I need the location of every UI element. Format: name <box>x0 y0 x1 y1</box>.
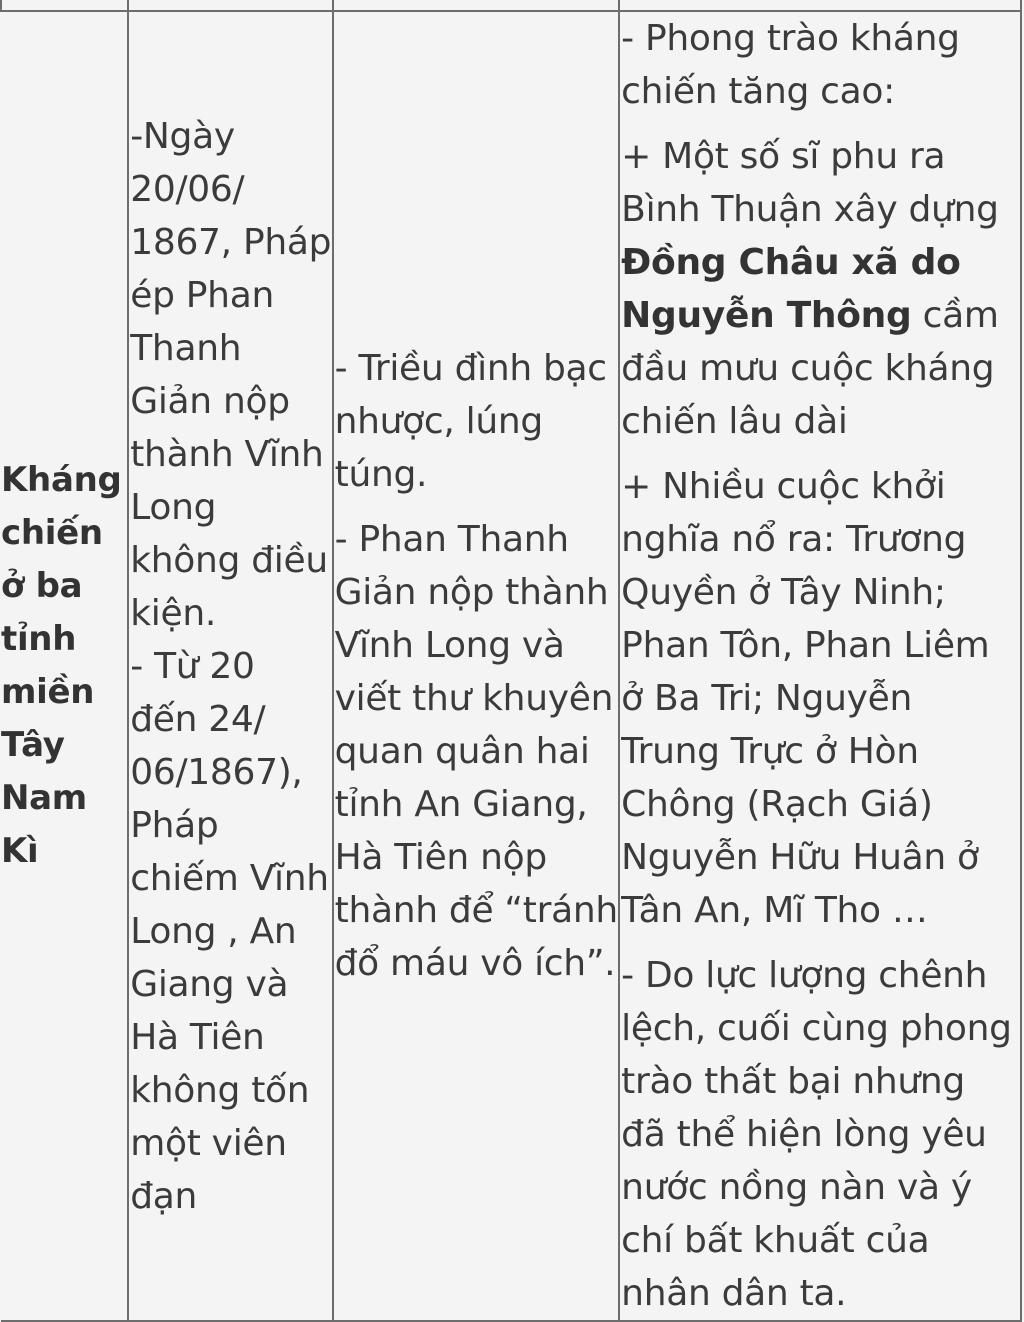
resistance-text-suffix: cầm đầu mưu cuộc kháng chiến lâu dài <box>621 295 999 442</box>
table-cell-empty <box>128 0 332 11</box>
row-label: Kháng chiến ở ba tỉnh miền Tây Nam Kì <box>1 460 122 871</box>
table-row <box>1 11 1021 1321</box>
resistance-cell <box>619 11 1021 1321</box>
event-text: -Ngày 20/06/ 1867, Pháp ép Phan Thanh Giản nộp thành Vĩnh Long không điều kiện. <box>130 115 332 634</box>
table-cell-empty <box>1 0 128 11</box>
attitude-text: - Phan Thanh Giản nộp thành Vĩnh Long và viết thư khuyên quan quân hai tỉnh An Giang, Hà Tiên nộp thành để “tránh đổ máu vô ích”. <box>334 519 618 984</box>
resistance-text: - Do lực lượng chênh lệch, cuối cùng phong trào thất bại nhưng đã thể hiện lòng yêu nước nồng nàn và ý chí bất khuất của nhân dân ta. <box>621 955 1012 1314</box>
events-cell <box>128 11 332 1321</box>
court-attitude-cell <box>333 11 620 1321</box>
resistance-text <box>621 130 1018 448</box>
row-label-cell <box>1 11 128 1321</box>
table-cell-empty <box>619 0 1021 11</box>
event-text: - Từ 20 đến 24/ 06/1867), Pháp chiếm Vĩnh Long , An Giang và Hà Tiên không tốn một viên đạn <box>130 645 329 1217</box>
attitude-text: - Triều đình bạc nhược, lúng túng. <box>334 348 607 495</box>
resistance-text: - Phong trào kháng chiến tăng cao: <box>621 18 960 112</box>
resistance-text-bold: Đồng Châu xã do Nguyễn Thông <box>621 242 961 336</box>
resistance-text: + Nhiều cuộc khởi nghĩa nổ ra: Trương Quyền ở Tây Ninh; Phan Tôn, Phan Liêm ở Ba Tri; Nguyễn Trung Trực ở Hòn Chông (Rạch Giá) Nguyễn Hữu Huân ở Tân An, Mĩ Tho … <box>621 466 990 931</box>
table-cell-empty <box>333 0 620 11</box>
table-row-previous <box>1 0 1021 11</box>
resistance-text-prefix: + Một số sĩ phu ra Bình Thuận xây dựng <box>621 136 999 230</box>
